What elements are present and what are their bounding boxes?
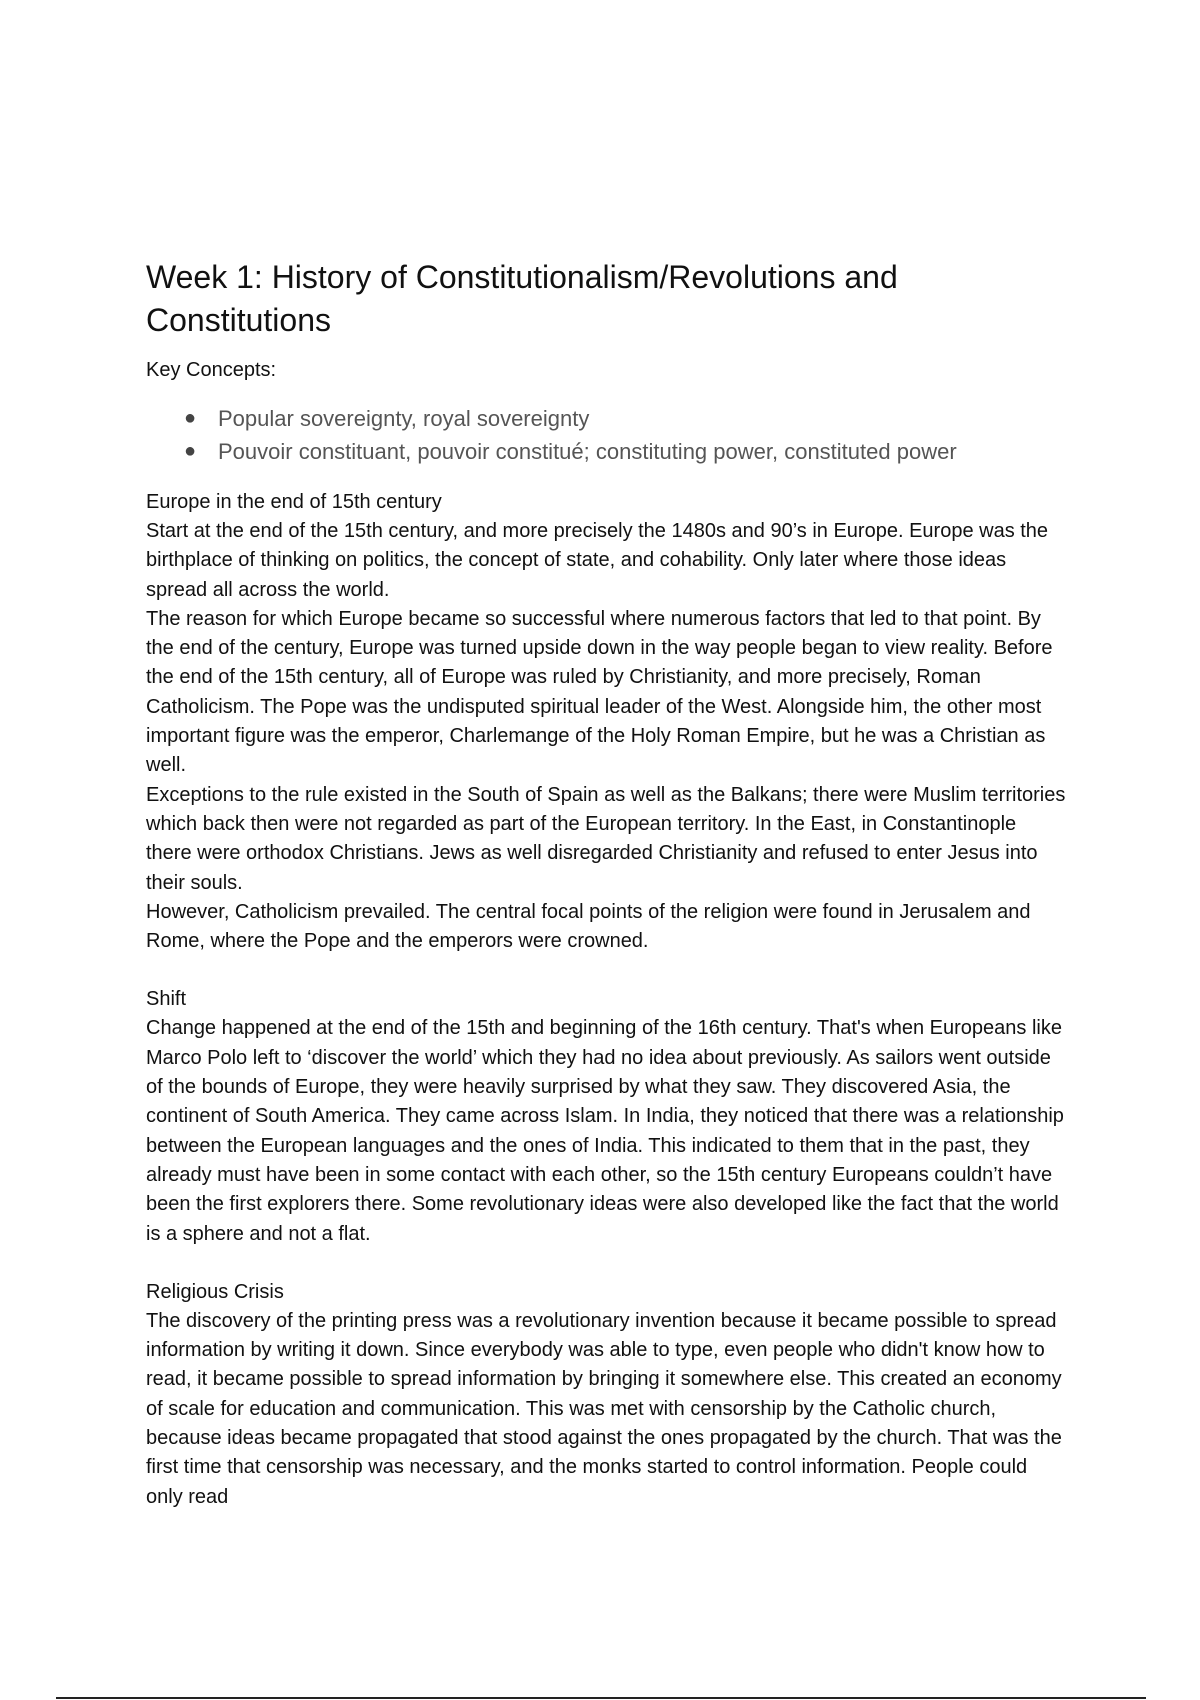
page-divider xyxy=(56,1697,1146,1699)
bullet-icon: ● xyxy=(184,407,197,429)
key-concept-item xyxy=(184,435,1066,468)
section-shift xyxy=(146,985,1066,1248)
paragraph: The reason for which Europe became so successful where numerous factors that led to that point. By the end of the century, Europe was turned upside down in the way people began to view reality. Before the end of the 15th century, all of Europe was ruled by Christianity, and more precisely, Roman Catholicism. The Pope was the undisputed spiritual leader of the West. Alongside him, the other most important figure was the emperor, Charlemange of the Holy Roman Empire, but he was a Christian as well. xyxy=(146,607,1053,777)
section-religious-crisis xyxy=(146,1278,1066,1512)
section-heading: Shift xyxy=(146,988,187,1011)
paragraph: Exceptions to the rule existed in the South of Spain as well as the Balkans; there were Muslim territories which back then were not regarded as part of the European territory. In the East, in Constantinople there were orthodox Christians. Jews as well disregarded Christianity and refused to enter Jesus into their souls. xyxy=(146,783,1066,894)
section-heading: Europe in the end of 15th century xyxy=(146,491,442,513)
paragraph: The discovery of the printing press was a revolutionary invention because it became possible to spread information by writing it down. Since everybody was able to type, even people who didn't know how to read, it became possible to spread information by bringing it somewhere else. This created an economy of scale for education and communication. This was met with censorship by the Catholic church, because ideas became propagated that stood against the ones propagated by the church. That was the first time that censorship was necessary, and the monks started to control information. People could only read xyxy=(146,1309,1062,1508)
key-concept-text: Pouvoir constituant, pouvoir constitué; constituting power, constituted power xyxy=(218,439,957,464)
paragraph: Change happened at the end of the 15th and beginning of the 16th century. That's when Europeans like Marco Polo left to ‘discover the world’ which they had no idea about previously. As sailors went outside of the bounds of Europe, they were heavily surprised by what they saw. They discovered Asia, the continent of South America. They came across Islam. In India, they noticed that there was a relationship between the European languages and the ones of India. This indicated to them that in the past, they already must have been in some contact with each other, so the 15th century Europeans couldn’t have been the first explorers there. Some revolutionary ideas were also developed like the fact that the world is a sphere and not a flat. xyxy=(146,1017,1064,1245)
key-concept-text: Popular sovereignty, royal sovereignty xyxy=(218,406,590,431)
paragraph: However, Catholicism prevailed. The central focal points of the religion were found in Jerusalem and Rome, where the Pope and the emperors were crowned. xyxy=(146,900,1031,953)
paragraph: Start at the end of the 15th century, and more precisely the 1480s and 90’s in Europe. Europe was the birthplace of thinking on politics, the concept of state, and cohability. Only later where those ideas spread all across the world. xyxy=(146,520,1049,601)
key-concepts-list xyxy=(146,402,1066,468)
page-title: Week 1: History of Constitutionalism/Revolutions and Constitutions xyxy=(146,259,898,338)
section-europe-15th-century xyxy=(146,488,1066,956)
section-heading: Religious Crisis xyxy=(146,1280,284,1303)
key-concepts-label: Key Concepts: xyxy=(146,359,277,381)
document-content xyxy=(146,256,1066,1512)
bullet-icon: ● xyxy=(184,440,197,462)
key-concept-item xyxy=(184,402,1066,435)
